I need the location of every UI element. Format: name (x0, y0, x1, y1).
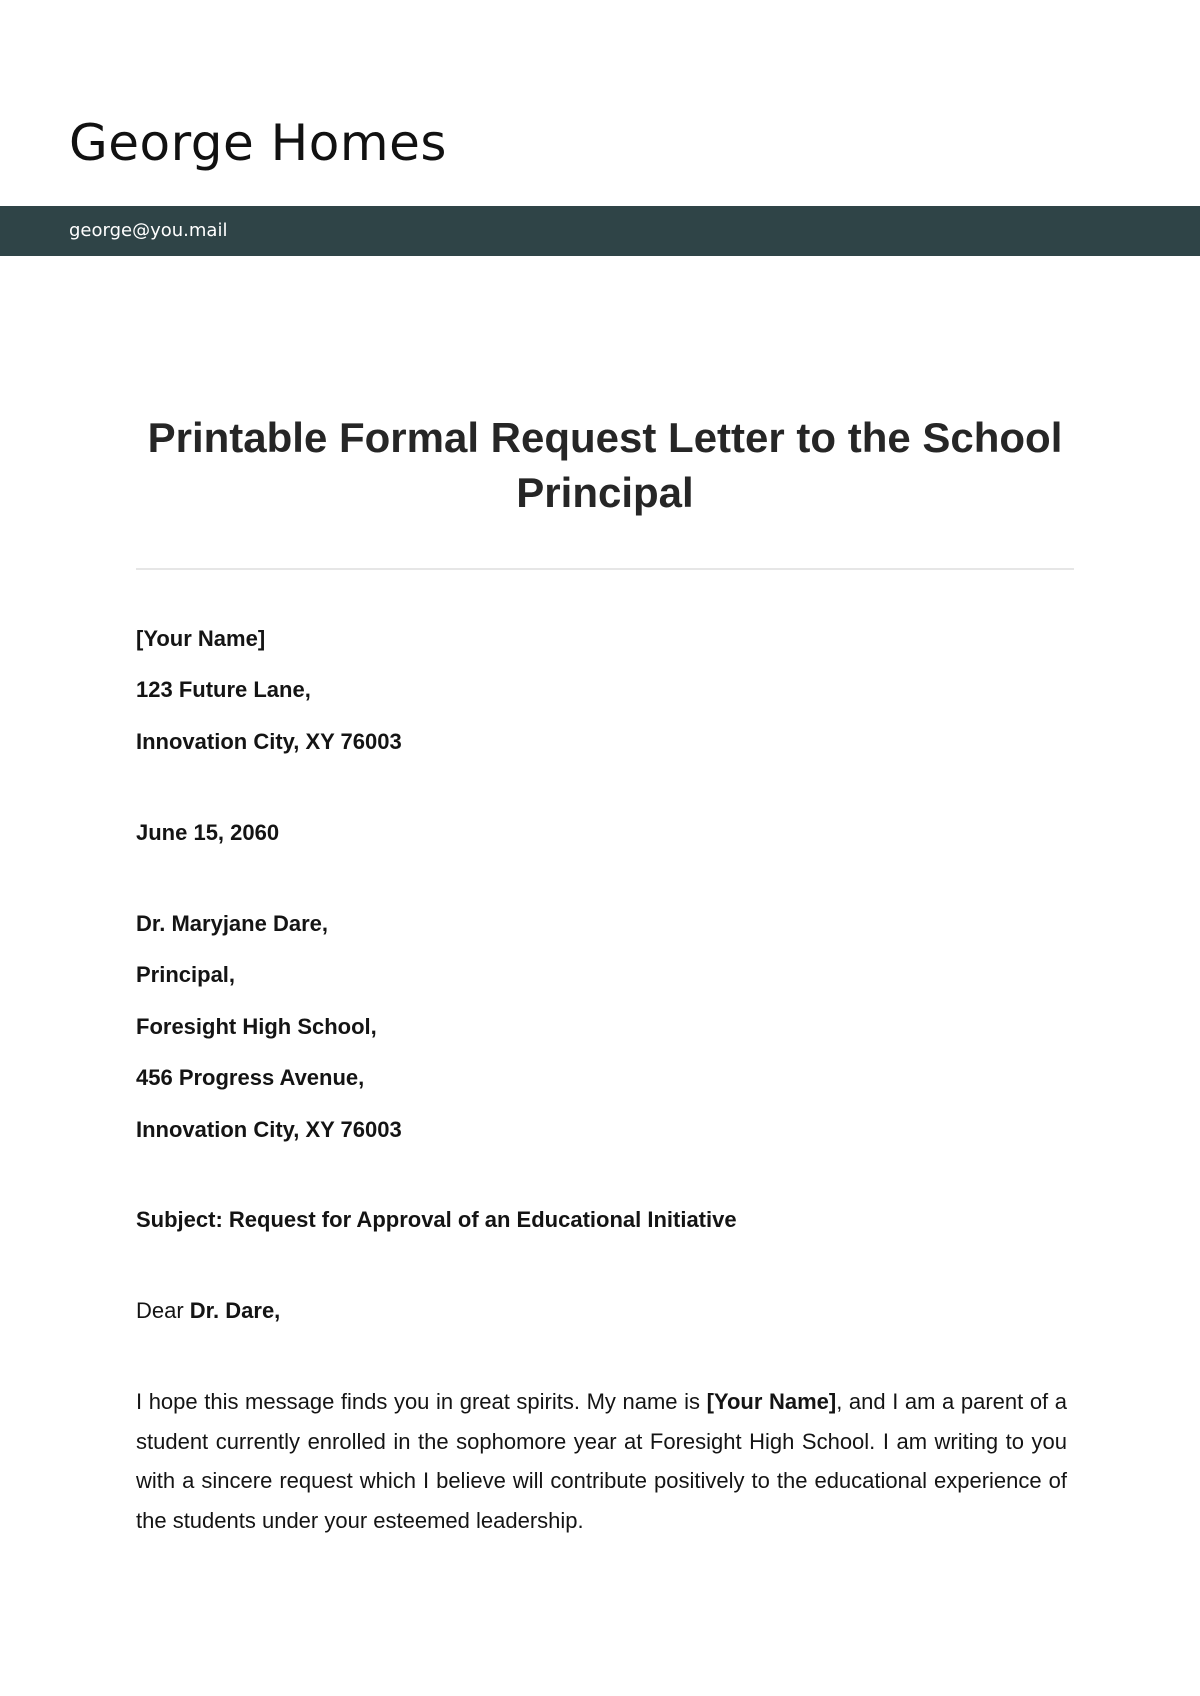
letter-title: Printable Formal Request Letter to the School Principal (147, 414, 1063, 516)
salutation-prefix: Dear (136, 1298, 190, 1323)
title-divider (136, 568, 1074, 570)
sender-city: Innovation City, XY 76003 (136, 729, 402, 754)
recipient-city: Innovation City, XY 76003 (136, 1117, 402, 1142)
recipient-school: Foresight High School, (136, 1014, 377, 1039)
body-text-start: I hope this message finds you in great spirits. My name is (136, 1389, 707, 1414)
salutation-name: Dr. Dare, (189, 1298, 281, 1323)
sender-street: 123 Future Lane, (136, 677, 311, 702)
salutation (136, 1296, 280, 1326)
recipient-street: 456 Progress Avenue, (136, 1065, 365, 1090)
contact-email: george@you.mail (69, 220, 228, 241)
brand-name: George Homes (69, 114, 447, 172)
contact-bar (0, 206, 1200, 256)
recipient-position: Principal, (136, 962, 236, 987)
body-paragraph (136, 1382, 1067, 1540)
recipient-name: Dr. Maryjane Dare, (136, 911, 328, 936)
sender-name: [Your Name] (136, 626, 266, 651)
letter-date: June 15, 2060 (136, 820, 280, 845)
body-sender-name: [Your Name] (706, 1389, 837, 1414)
body-text-end: , and I am a parent of a student currently enrolled in the sophomore year at Foresight High School. I am writing to you with a sincere request which I believe will contribute positively to the educational experience of the students under your esteemed leadership. (136, 1389, 1067, 1533)
subject-line: Subject: Request for Approval of an Educational Initiative (136, 1207, 737, 1232)
